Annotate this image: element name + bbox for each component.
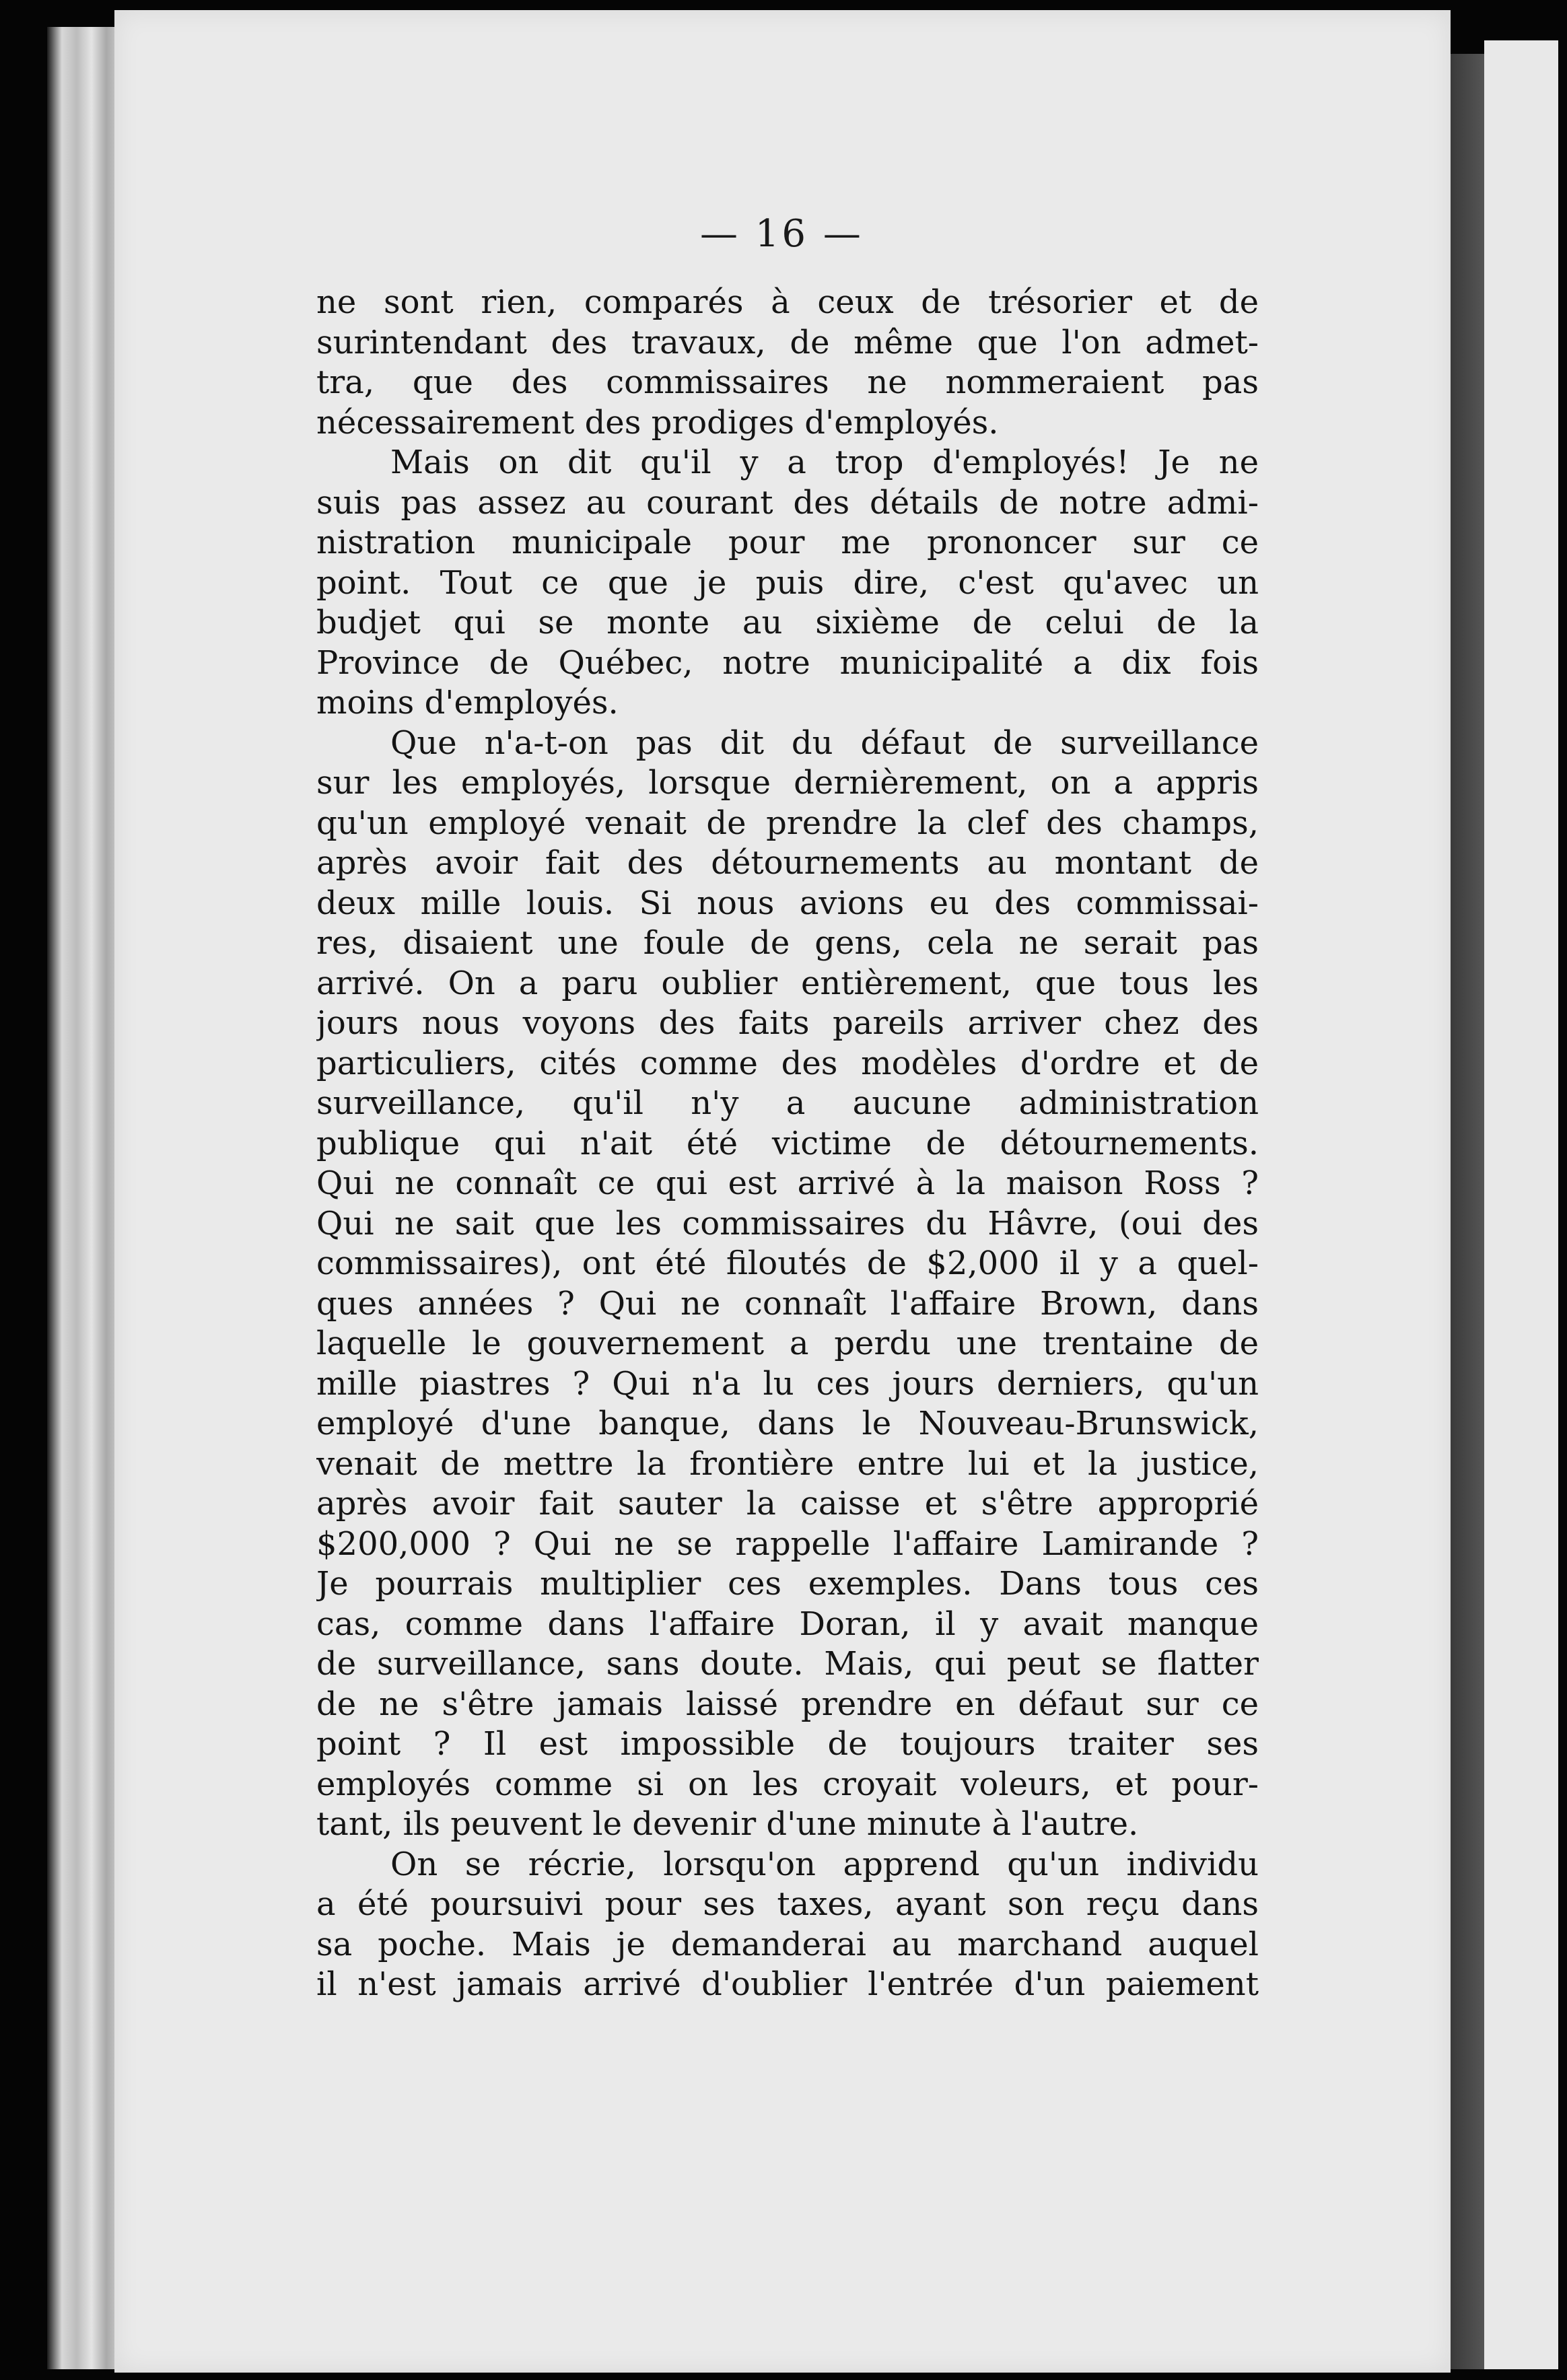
text-line: suis pas assez au courant des détails de notre admi- — [316, 483, 1259, 522]
text-line: tra, que des commissaires ne nommeraient pas — [316, 363, 1259, 401]
gutter-shadow — [1451, 54, 1484, 2369]
text-line: sur les employés, lorsque dernièrement, on a appris — [316, 764, 1259, 802]
text-line: point. Tout ce que je puis dire, c'est qu'avec un — [316, 563, 1259, 602]
text-line: cas, comme dans l'affaire Doran, il y avait manque — [316, 1605, 1259, 1643]
text-line: il n'est jamais arrivé d'oublier l'entrée d'un paiement — [316, 1965, 1259, 2003]
page-text-body — [316, 283, 1259, 2005]
text-line: surintendant des travaux, de même que l'on admet- — [316, 323, 1259, 361]
text-line: point ? Il est impossible de toujours traiter ses — [316, 1725, 1259, 1763]
text-line: après avoir fait des détournements au montant de — [316, 844, 1259, 882]
text-line: employé d'une banque, dans le Nouveau-Brunswick, — [316, 1405, 1259, 1442]
text-line: de surveillance, sans doute. Mais, qui peut se flatter — [316, 1645, 1259, 1683]
text-line: nécessairement des prodiges d'employés. — [316, 403, 999, 442]
text-line: laquelle le gouvernement a perdu une trentaine de — [316, 1325, 1259, 1362]
text-line: Mais on dit qu'il y a trop d'employés! Je ne — [390, 444, 1259, 481]
text-line: qu'un employé venait de prendre la clef des champs, — [316, 804, 1259, 842]
text-line: deux mille louis. Si nous avions eu des commissai- — [316, 884, 1259, 922]
text-line: ques années ? Qui ne connaît l'affaire Brown, dans — [316, 1284, 1259, 1323]
text-line: arrivé. On a paru oublier entièrement, que tous les — [316, 964, 1259, 1002]
text-line: tant, ils peuvent le devenir d'une minute à l'autre. — [316, 1805, 1139, 1843]
text-line: publique qui n'ait été victime de détournements. — [316, 1124, 1259, 1162]
text-line: moins d'employés. — [316, 684, 619, 722]
text-line: $200,000 ? Qui ne se rappelle l'affaire Lamirande ? — [316, 1525, 1259, 1563]
text-line: On se récrie, lorsqu'on apprend qu'un individu — [390, 1845, 1259, 1883]
text-line: surveillance, qu'il n'y a aucune administration — [316, 1084, 1259, 1122]
text-line: a été poursuivi pour ses taxes, ayant son reçu dans — [316, 1885, 1259, 1923]
page-number: — 16 — — [700, 212, 864, 256]
book-left-edge — [47, 27, 121, 2369]
text-line: res, disaient une foule de gens, cela ne serait pas — [316, 924, 1259, 962]
text-line: commissaires), ont été filoutés de $2,000 il y a quel- — [316, 1245, 1259, 1282]
text-line: mille piastres ? Qui n'a lu ces jours derniers, qu'un — [316, 1364, 1259, 1403]
text-line: ne sont rien, comparés à ceux de trésorier et de — [316, 283, 1259, 321]
text-line: Qui ne sait que les commissaires du Hâvre, (oui des — [316, 1204, 1259, 1242]
text-line: Que n'a-t-on pas dit du défaut de surveillance — [390, 724, 1259, 762]
text-line: venait de mettre la frontière entre lui et la justice, — [316, 1444, 1259, 1483]
text-line: Province de Québec, notre municipalité a dix fois — [316, 643, 1259, 682]
text-line: employés comme si on les croyait voleurs, et pour- — [316, 1765, 1259, 1803]
text-line: Je pourrais multiplier ces exemples. Dans tous ces — [316, 1565, 1259, 1603]
text-line: particuliers, cités comme des modèles d'ordre et de — [316, 1044, 1259, 1082]
text-line: Qui ne connaît ce qui est arrivé à la maison Ross ? — [316, 1164, 1259, 1202]
adjacent-page-edge — [1484, 40, 1558, 2369]
text-line: sa poche. Mais je demanderai au marchand auquel — [316, 1925, 1259, 1963]
text-line: budjet qui se monte au sixième de celui de la — [316, 604, 1259, 641]
text-line: jours nous voyons des faits pareils arriver chez des — [316, 1004, 1259, 1042]
text-line: après avoir fait sauter la caisse et s'être approprié — [316, 1485, 1259, 1523]
text-line: nistration municipale pour me prononcer sur ce — [316, 524, 1259, 561]
text-line: de ne s'être jamais laissé prendre en défaut sur ce — [316, 1685, 1259, 1723]
